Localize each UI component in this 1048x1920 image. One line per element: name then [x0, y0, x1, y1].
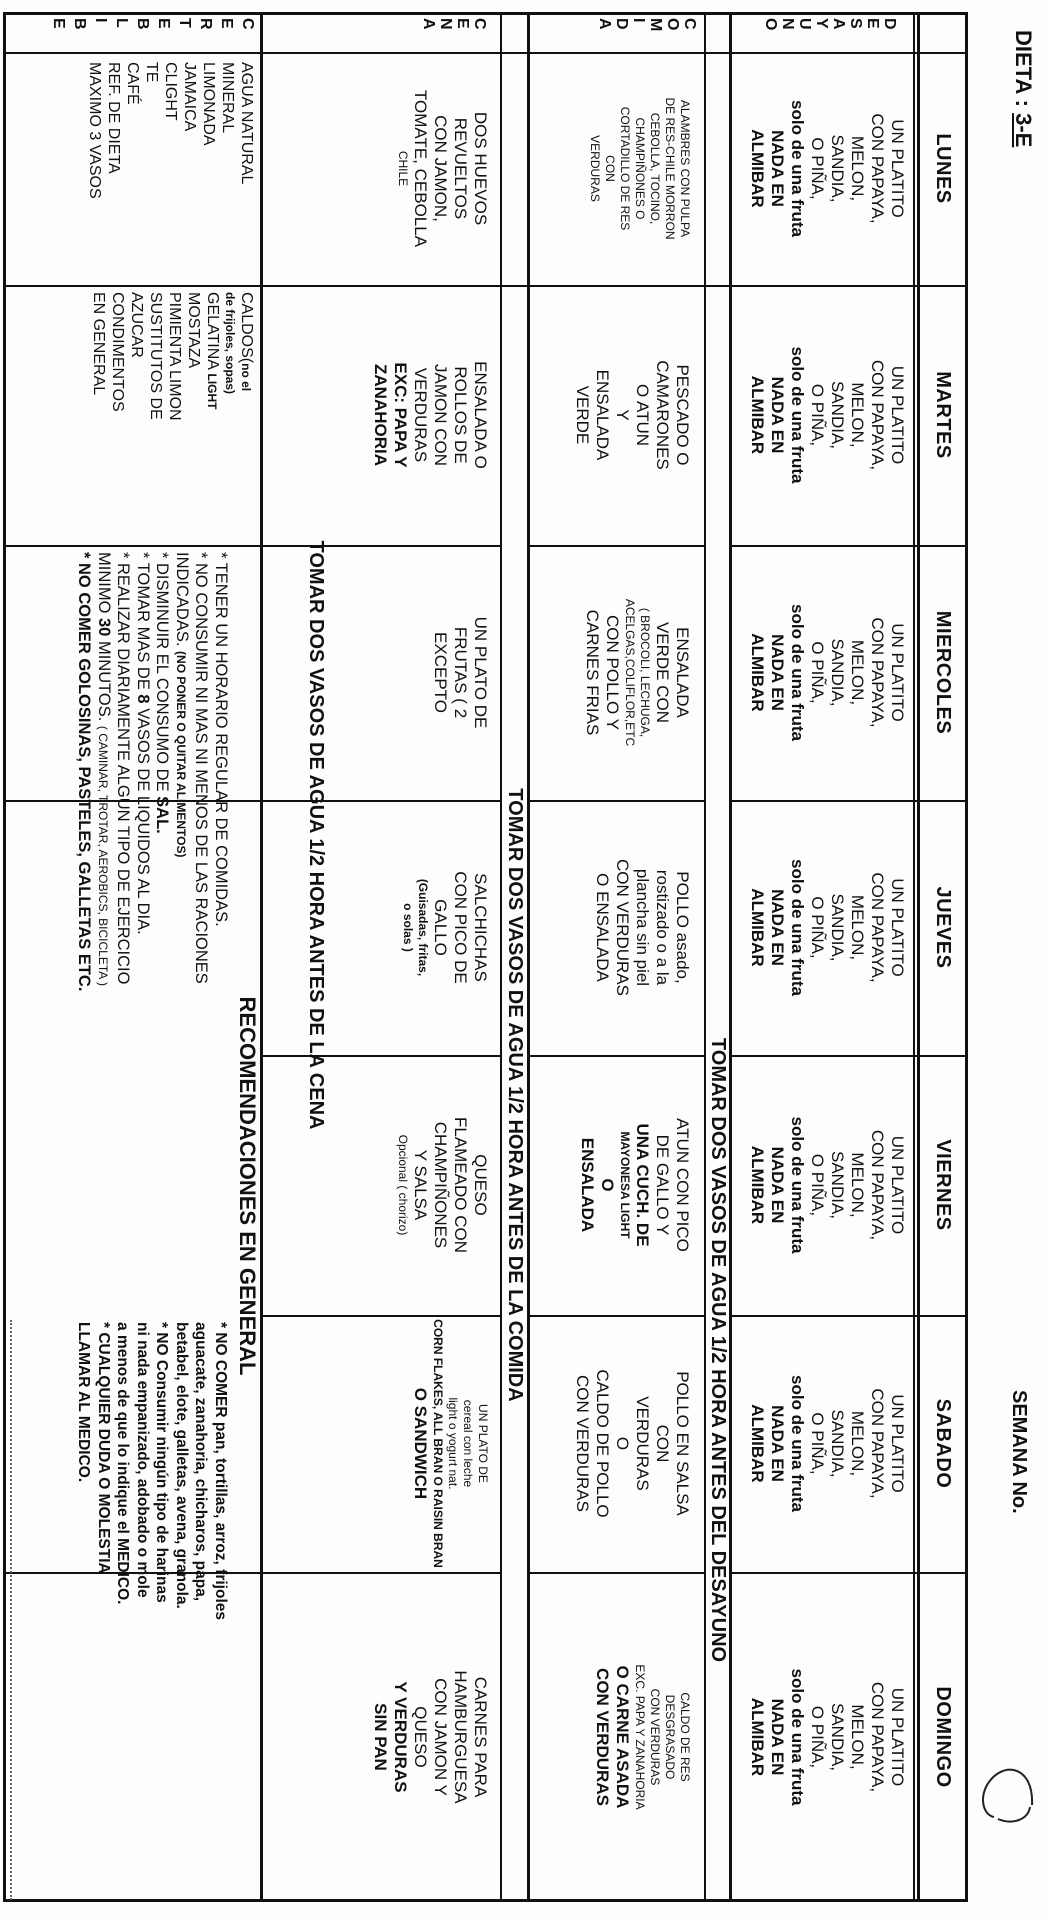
dotted-rule [10, 1320, 12, 1900]
day-header-miercoles: MIERCOLES [932, 610, 955, 735]
day-header-lunes: LUNES [932, 133, 955, 204]
lunch-cell-lunes: ALAMBRES CON PULPA DE RES-CHILE MORRON CEBOLLA, TOCINO, CHAMPIÑONES O CORTADILLO DE RES CON VERDURAS [588, 97, 692, 240]
breakfast-cell-sabado: UN PLATITO CON PAPAYA, MELON, SANDIA, O PIÑA, solo de una fruta NADA EN ALMIBAR [748, 1375, 907, 1512]
lunch-cell-viernes: ATUN CON PICO DE GALLO Y UNA CUCH. DE MAYONESA LIGHT O ENSALADA [578, 1118, 692, 1252]
dinner-cell-lunes: DOS HUEVOS REVUELTOS CON JAMON, TOMATE, CEBOLLA CHILE [396, 89, 490, 248]
handwritten-scribble-icon [972, 1745, 1042, 1835]
lunch-cell-martes: PESCADO O CAMARONES O ATUN Y ENSALADA VERDE [573, 360, 692, 470]
lunch-cell-domingo: CALDO DE RES DESGRASADO CON VERDURAS EXC. PAPA Y ZANAHORIA O CARNE ASADA CON VERDURAS [593, 1664, 692, 1810]
diet-label: DIETA : 3-E [1011, 30, 1036, 148]
row-label-cena: C E N A [420, 18, 488, 30]
breakfast-cell-lunes: UN PLATITO CON PAPAYA, MELON, SANDIA, O PIÑA, solo de una fruta NADA EN ALMIBAR [748, 100, 907, 237]
row-label-desayuno: D E S A Y U N O [762, 18, 898, 31]
breakfast-cell-domingo: UN PLATITO CON PAPAYA, MELON, SANDIA, O PIÑA, solo de una fruta NADA EN ALMIBAR [748, 1668, 907, 1806]
week-label: SEMANA No. [1008, 1390, 1030, 1514]
day-header-viernes: VIERNES [932, 1139, 955, 1231]
banner-before-breakfast: TOMAR DOS VASOS DE AGUA 1/2 HORA ANTES DEL DESAYUNO [707, 1037, 730, 1663]
lunch-cell-miercoles: ENSALADA VERDE CON ( BROCOLI, LECHUGA, ACELGAS,COLIFLOR,ETC CON POLLO Y CARNES FRIAS [583, 598, 692, 747]
dinner-cell-jueves: SALCHICHAS CON PICO DE GALLO (Guisadas, fritas, o solas ) [401, 871, 490, 984]
dinner-cell-miercoles: UN PLATO DE FRUTAS ( 2 EXCEPTO [431, 616, 490, 729]
breakfast-cell-martes: UN PLATITO CON PAPAYA, MELON, SANDIA, O PIÑA, solo de una fruta NADA EN ALMIBAR [748, 346, 907, 484]
dinner-cell-martes: ENSALADA O ROLLOS DE JAMON CON VERDURAS EXC: PAPA Y ZANAHORIA [371, 361, 490, 469]
free-drinks-list: AGUA NATURAL MINERAL LIMONADA JAMAICA CLIGHT TE CAFÉ REF. DE DIETA MAXIMO 3 VASOS [86, 62, 255, 199]
banner-before-lunch: TOMAR DOS VASOS DE AGUA 1/2 HORA ANTES DE LA COMIDA [504, 788, 527, 1402]
lunch-cell-jueves: POLLO asado, rostizado o a la plancha sin piel CON VERDURAS O ENSALADA [593, 859, 692, 996]
banner-before-dinner: TOMAR DOS VASOS DE AGUA 1/2 HORA ANTES DE LA CENA [305, 540, 328, 1130]
dinner-cell-sabado: UN PLATO DE cereal con leche light o yogurt nat. CORN FLAKES, ALL BRAN O RAISIN BRAN O SANDWICH [411, 1319, 490, 1568]
recommendations-left: * TENER UN HORARIO REGULAR DE COMIDAS. * NO CONSUMIR NI MAS NI MENOS DE LAS RACIONES INDICADAS. (NO PONER O QUITAR ALIMENTOS) * DISMINUIR EL CONSUMO DE SAL. * TOMAR MAS DE 8 VASOS DE LIQUIDOS AL DIA. * REALIZAR DIARIAMENTE ALGUN TIPO DE EJERCICIO MINIMO 30 MINUTOS. ( CAMINAR, TROTAR, AEROBICS, BICICLETA ) * NO COMER GOLOSINAS, PASTELES, GALLETAS ETC. [75, 552, 230, 992]
dinner-cell-viernes: QUESO FLAMEADO CON CHAMPIÑONES Y SALSA Opcional ( chorizo) [396, 1116, 490, 1254]
recommendations-title: RECOMENDACIONES EN GENERAL [235, 996, 260, 1376]
day-header-jueves: JUEVES [932, 886, 955, 969]
breakfast-cell-jueves: UN PLATITO CON PAPAYA, MELON, SANDIA, O PIÑA, solo de una fruta NADA EN ALMIBAR [748, 859, 907, 996]
dinner-cell-domingo: CARNES PARA HAMBURGUESA CON JAMON Y QUESO Y VERDURAS SIN PAN [371, 1670, 490, 1804]
free-condiments-list: CALDOS(no el de frijoles, sopas) GELATINA LIGHT MOSTAZA PIMIENTA LIMON SUSTITUTOS DE AZUCAR CONDIMENTOS EN GENERAL [90, 292, 255, 421]
day-header-sabado: SABADO [932, 1398, 955, 1489]
recommendations-right: * NO COMER pan, tortillas, arroz, frijoles aguacate, zanahoria, chicharos, papa, betabel, elote, galletas, avena, granola. * NO Consumir ningún tipo de harinas ni nada empanizado, adobado o mole a menos de que lo indique el MEDICO. * CUALQUIER DUDA O MOLESTIA LLAMAR AL MEDICO. [75, 1322, 229, 1620]
lunch-cell-sabado: POLLO EN SALSA CON VERDURAS O CALDO DE POLLO CON VERDURAS [573, 1369, 692, 1518]
breakfast-cell-miercoles: UN PLATITO CON PAPAYA, MELON, SANDIA, O PIÑA, solo de una fruta NADA EN ALMIBAR [748, 604, 907, 741]
row-label-comida: C O M I D A [596, 18, 698, 32]
day-header-martes: MARTES [932, 371, 955, 459]
breakfast-cell-viernes: UN PLATITO CON PAPAYA, MELON, SANDIA, O PIÑA, solo de una fruta NADA EN ALMIBAR [748, 1116, 907, 1254]
day-header-domingo: DOMINGO [932, 1686, 955, 1788]
row-label-libre: C E R T E B L I B E [50, 18, 256, 30]
